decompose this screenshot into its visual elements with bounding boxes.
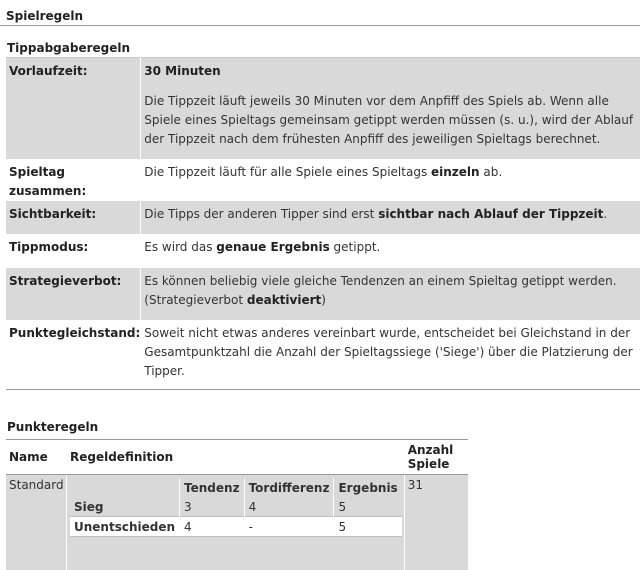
- tippmodus-text-pre: Es wird das: [144, 240, 216, 254]
- tippmodus-value: [141, 234, 640, 268]
- unentschieden-tendenz: 4: [180, 517, 245, 537]
- tippmodus-label: Tippmodus:: [6, 234, 141, 268]
- strategieverbot-value: [141, 268, 640, 320]
- definition-row-sieg: [70, 497, 402, 517]
- spieltag-value: [141, 159, 640, 201]
- vorlaufzeit-label: Vorlaufzeit:: [6, 58, 141, 160]
- vorlaufzeit-value-cell: [141, 58, 640, 160]
- col-header-tendenz: Tendenz: [180, 478, 245, 497]
- strategieverbot-text-post: ): [321, 293, 326, 307]
- spieltag-text-bold: einzeln: [431, 165, 480, 179]
- strategieverbot-row: [6, 268, 640, 320]
- rule-definition-table: [70, 478, 402, 537]
- strategieverbot-text-pre: Es können beliebig viele gleiche Tendenzen an einem Spieltag getippt werden. (Strategieverbot: [144, 274, 616, 307]
- definition-row-unentschieden: [70, 517, 402, 537]
- tippmodus-text-bold: genaue Ergebnis: [216, 240, 329, 254]
- sieg-tordifferenz: 4: [244, 497, 334, 517]
- row-label-sieg: Sieg: [70, 497, 180, 517]
- strategieverbot-text-bold: deaktiviert: [247, 293, 321, 307]
- row-label-unentschieden: Unentschieden: [70, 517, 180, 537]
- sichtbarkeit-text-post: .: [603, 207, 607, 221]
- definition-corner: [70, 478, 180, 497]
- rule-definition-cell: [67, 475, 405, 570]
- sichtbarkeit-value: [141, 201, 640, 234]
- sieg-tendenz: 3: [180, 497, 245, 517]
- unentschieden-tordifferenz: -: [244, 517, 334, 537]
- page-title-bar: [0, 5, 640, 26]
- page-title: Spielregeln: [6, 9, 83, 23]
- sichtbarkeit-text-bold: sichtbar nach Ablauf der Tippzeit: [378, 207, 603, 221]
- sichtbarkeit-text-pre: Die Tipps der anderen Tipper sind erst: [144, 207, 378, 221]
- section-divider: [6, 389, 640, 390]
- tippmodus-text-post: getippt.: [330, 240, 381, 254]
- col-header-ergebnis: Ergebnis: [334, 478, 402, 497]
- tippabgaberegeln-heading: Tippabgaberegeln: [7, 41, 130, 55]
- unentschieden-ergebnis: 5: [334, 517, 402, 537]
- col-header-anzahl-spiele: Anzahl Spiele: [404, 440, 468, 475]
- punktegleichstand-value: Soweit nicht etwas anderes vereinbart wurde, entscheidet bei Gleichstand in der Gesamtpunktzahl die Anzahl der Spieltagssiege ('Siege') über die Platzierung der Tipper.: [141, 320, 640, 390]
- strategieverbot-label: Strategieverbot:: [6, 268, 141, 320]
- col-header-name: Name: [6, 440, 67, 475]
- punkteregeln-heading: Punkteregeln: [7, 420, 98, 434]
- punkteregeln-header-row: [6, 440, 468, 475]
- sieg-ergebnis: 5: [334, 497, 402, 517]
- tippabgabe-table: [6, 57, 640, 390]
- vorlaufzeit-value: 30 Minuten: [144, 62, 638, 81]
- col-header-regeldefinition: Regeldefinition: [67, 440, 405, 475]
- col-header-tordifferenz: Tordifferenz: [244, 478, 334, 497]
- rule-match-count: 31: [404, 475, 468, 570]
- spieltag-label: Spieltag zusammen:: [6, 159, 141, 201]
- vorlaufzeit-row: [6, 58, 640, 160]
- tippmodus-row: [6, 234, 640, 268]
- punkteregeln-table: [6, 439, 468, 570]
- punktegleichstand-row: [6, 320, 640, 390]
- punktegleichstand-label: Punktegleichstand:: [6, 320, 141, 390]
- punkteregeln-row-standard: [6, 475, 468, 570]
- sichtbarkeit-row: [6, 201, 640, 234]
- sichtbarkeit-label: Sichtbarkeit:: [6, 201, 141, 234]
- rule-name: Standard: [6, 475, 67, 570]
- spieltag-row: [6, 159, 640, 201]
- spieltag-text-pre: Die Tippzeit läuft für alle Spiele eines Spieltags: [144, 165, 431, 179]
- vorlaufzeit-description: Die Tippzeit läuft jeweils 30 Minuten vor dem Anpfiff des Spiels ab. Wenn alle Spiele eines Spieltags gemeinsam getippt werden müssen (s. u.), wird der Ablauf der Tippzeit nach dem frühesten Anpfiff des jeweiligen Spieltags berechnet.: [144, 92, 638, 149]
- spieltag-text-post: ab.: [480, 165, 503, 179]
- definition-header-row: [70, 478, 402, 497]
